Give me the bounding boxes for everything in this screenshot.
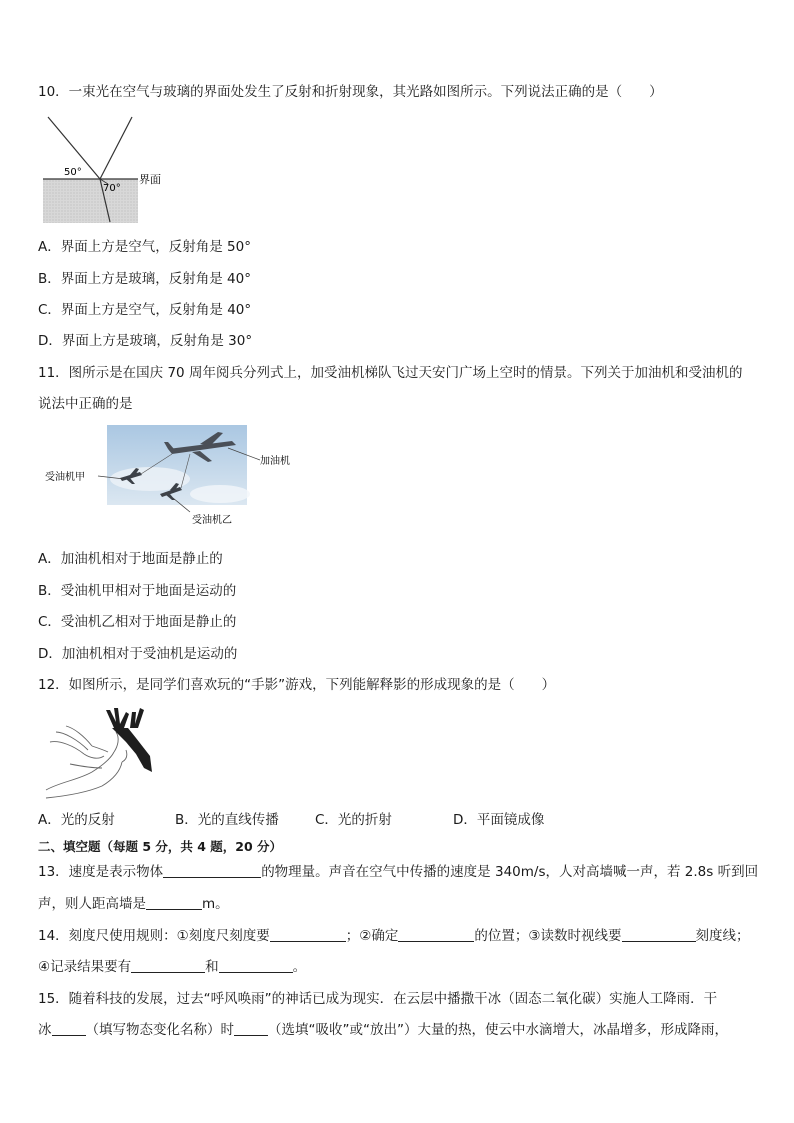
q13-text-1: 13．速度是表示物体 (38, 864, 164, 880)
q11-stem-line1: 11．图所示是在国庆 70 周年阅兵分列式上，加受油机梯队飞过天安门广场上空时的情景。下列关于加油机和受油机的 (38, 365, 743, 381)
angle-label-70: 70° (103, 183, 121, 194)
q15-blank-1[interactable] (52, 1021, 86, 1036)
q14-blank-1[interactable] (270, 927, 346, 942)
q14-text-6: 和 (205, 959, 219, 975)
q13-blank-2[interactable] (146, 895, 202, 910)
q11-stem-line2: 说法中正确的是 (38, 396, 133, 412)
refueling-figure (40, 424, 310, 530)
q15-blank-2[interactable] (234, 1021, 268, 1036)
hands-drawing (46, 726, 127, 798)
receiver-b-label: 受油机乙 (192, 515, 232, 526)
q14-line1 (38, 927, 750, 945)
q10-option-d[interactable]: D．界面上方是玻璃，反射角是 30° (38, 333, 253, 349)
q13-line1 (38, 863, 758, 881)
q13-blank-1[interactable] (163, 863, 261, 878)
q13-line2 (38, 895, 229, 913)
q14-text-7: 。 (292, 959, 307, 975)
q12-option-d[interactable]: D．平面镜成像 (453, 812, 545, 828)
reflected-ray (100, 117, 132, 179)
tanker-label: 加油机 (260, 456, 290, 467)
q13-text-3: 声，则人距高墙是 (38, 896, 146, 912)
q13-text-2: 的物理量。声音在空气中传播的速度是 340m/s，人对高墙喊一声，若 2.8s 听到回 (261, 864, 759, 880)
q10-option-a[interactable]: A．界面上方是空气，反射角是 50° (38, 239, 251, 255)
q15-line2 (38, 1021, 728, 1039)
q10-option-b[interactable]: B．界面上方是玻璃，反射角是 40° (38, 271, 251, 287)
q14-text-2: ；②确定 (345, 928, 399, 944)
q10-stem: 10．一束光在空气与玻璃的界面处发生了反射和折射现象，其光路如图所示。下列说法正确的是（ ） (38, 84, 663, 100)
q11-option-b[interactable]: B．受油机甲相对于地面是运动的 (38, 583, 237, 599)
q15-text-2: （填写物态变化名称）时 (85, 1022, 234, 1038)
q15-line1: 15．随着科技的发展，过去“呼风唤雨”的神话已成为现实．在云层中播撒干冰（固态二氧化碳）实施人工降雨．干 (38, 991, 718, 1007)
q12-option-b[interactable]: B．光的直线传播 (175, 812, 279, 828)
q12-stem: 12．如图所示，是同学们喜欢玩的“手影”游戏，下列能解释影的形成现象的是（ ） (38, 677, 556, 693)
q14-text-4: 刻度线； (695, 928, 750, 944)
hand-shadow-figure (40, 702, 160, 802)
q15-text-1: 冰 (38, 1022, 52, 1038)
q14-blank-5[interactable] (219, 958, 293, 973)
light-path-figure (40, 114, 180, 224)
q14-blank-2[interactable] (398, 927, 474, 942)
q15-text-3: （选填“吸收”或“放出”）大量的热，使云中水滴增大，冰晶增多，形成降雨， (268, 1022, 728, 1038)
q12-option-a[interactable]: A．光的反射 (38, 812, 115, 828)
q12-option-c[interactable]: C．光的折射 (315, 812, 392, 828)
angle-label-50: 50° (64, 167, 82, 178)
q14-line2 (38, 958, 306, 976)
receiver-a-label: 受油机甲 (45, 472, 85, 483)
q14-text-1: 14．刻度尺使用规则：①刻度尺刻度要 (38, 928, 270, 944)
q11-option-a[interactable]: A．加油机相对于地面是静止的 (38, 551, 223, 567)
q11-option-c[interactable]: C．受油机乙相对于地面是静止的 (38, 614, 237, 630)
q14-blank-4[interactable] (131, 958, 205, 973)
q12-options (38, 811, 544, 829)
q14-blank-3[interactable] (622, 927, 696, 942)
q11-option-d[interactable]: D．加油机相对于受油机是运动的 (38, 646, 238, 662)
glass-region (43, 179, 138, 223)
q14-text-5: ④记录结果要有 (38, 959, 132, 975)
interface-label: 界面 (139, 173, 161, 186)
deer-shadow (106, 708, 152, 772)
q13-text-4: m。 (202, 896, 229, 912)
q14-text-3: 的位置；③读数时视线要 (474, 928, 622, 944)
section-2-title: 二、填空题（每题 5 分，共 4 题，20 分） (38, 839, 283, 854)
q10-option-c[interactable]: C．界面上方是空气，反射角是 40° (38, 302, 252, 318)
